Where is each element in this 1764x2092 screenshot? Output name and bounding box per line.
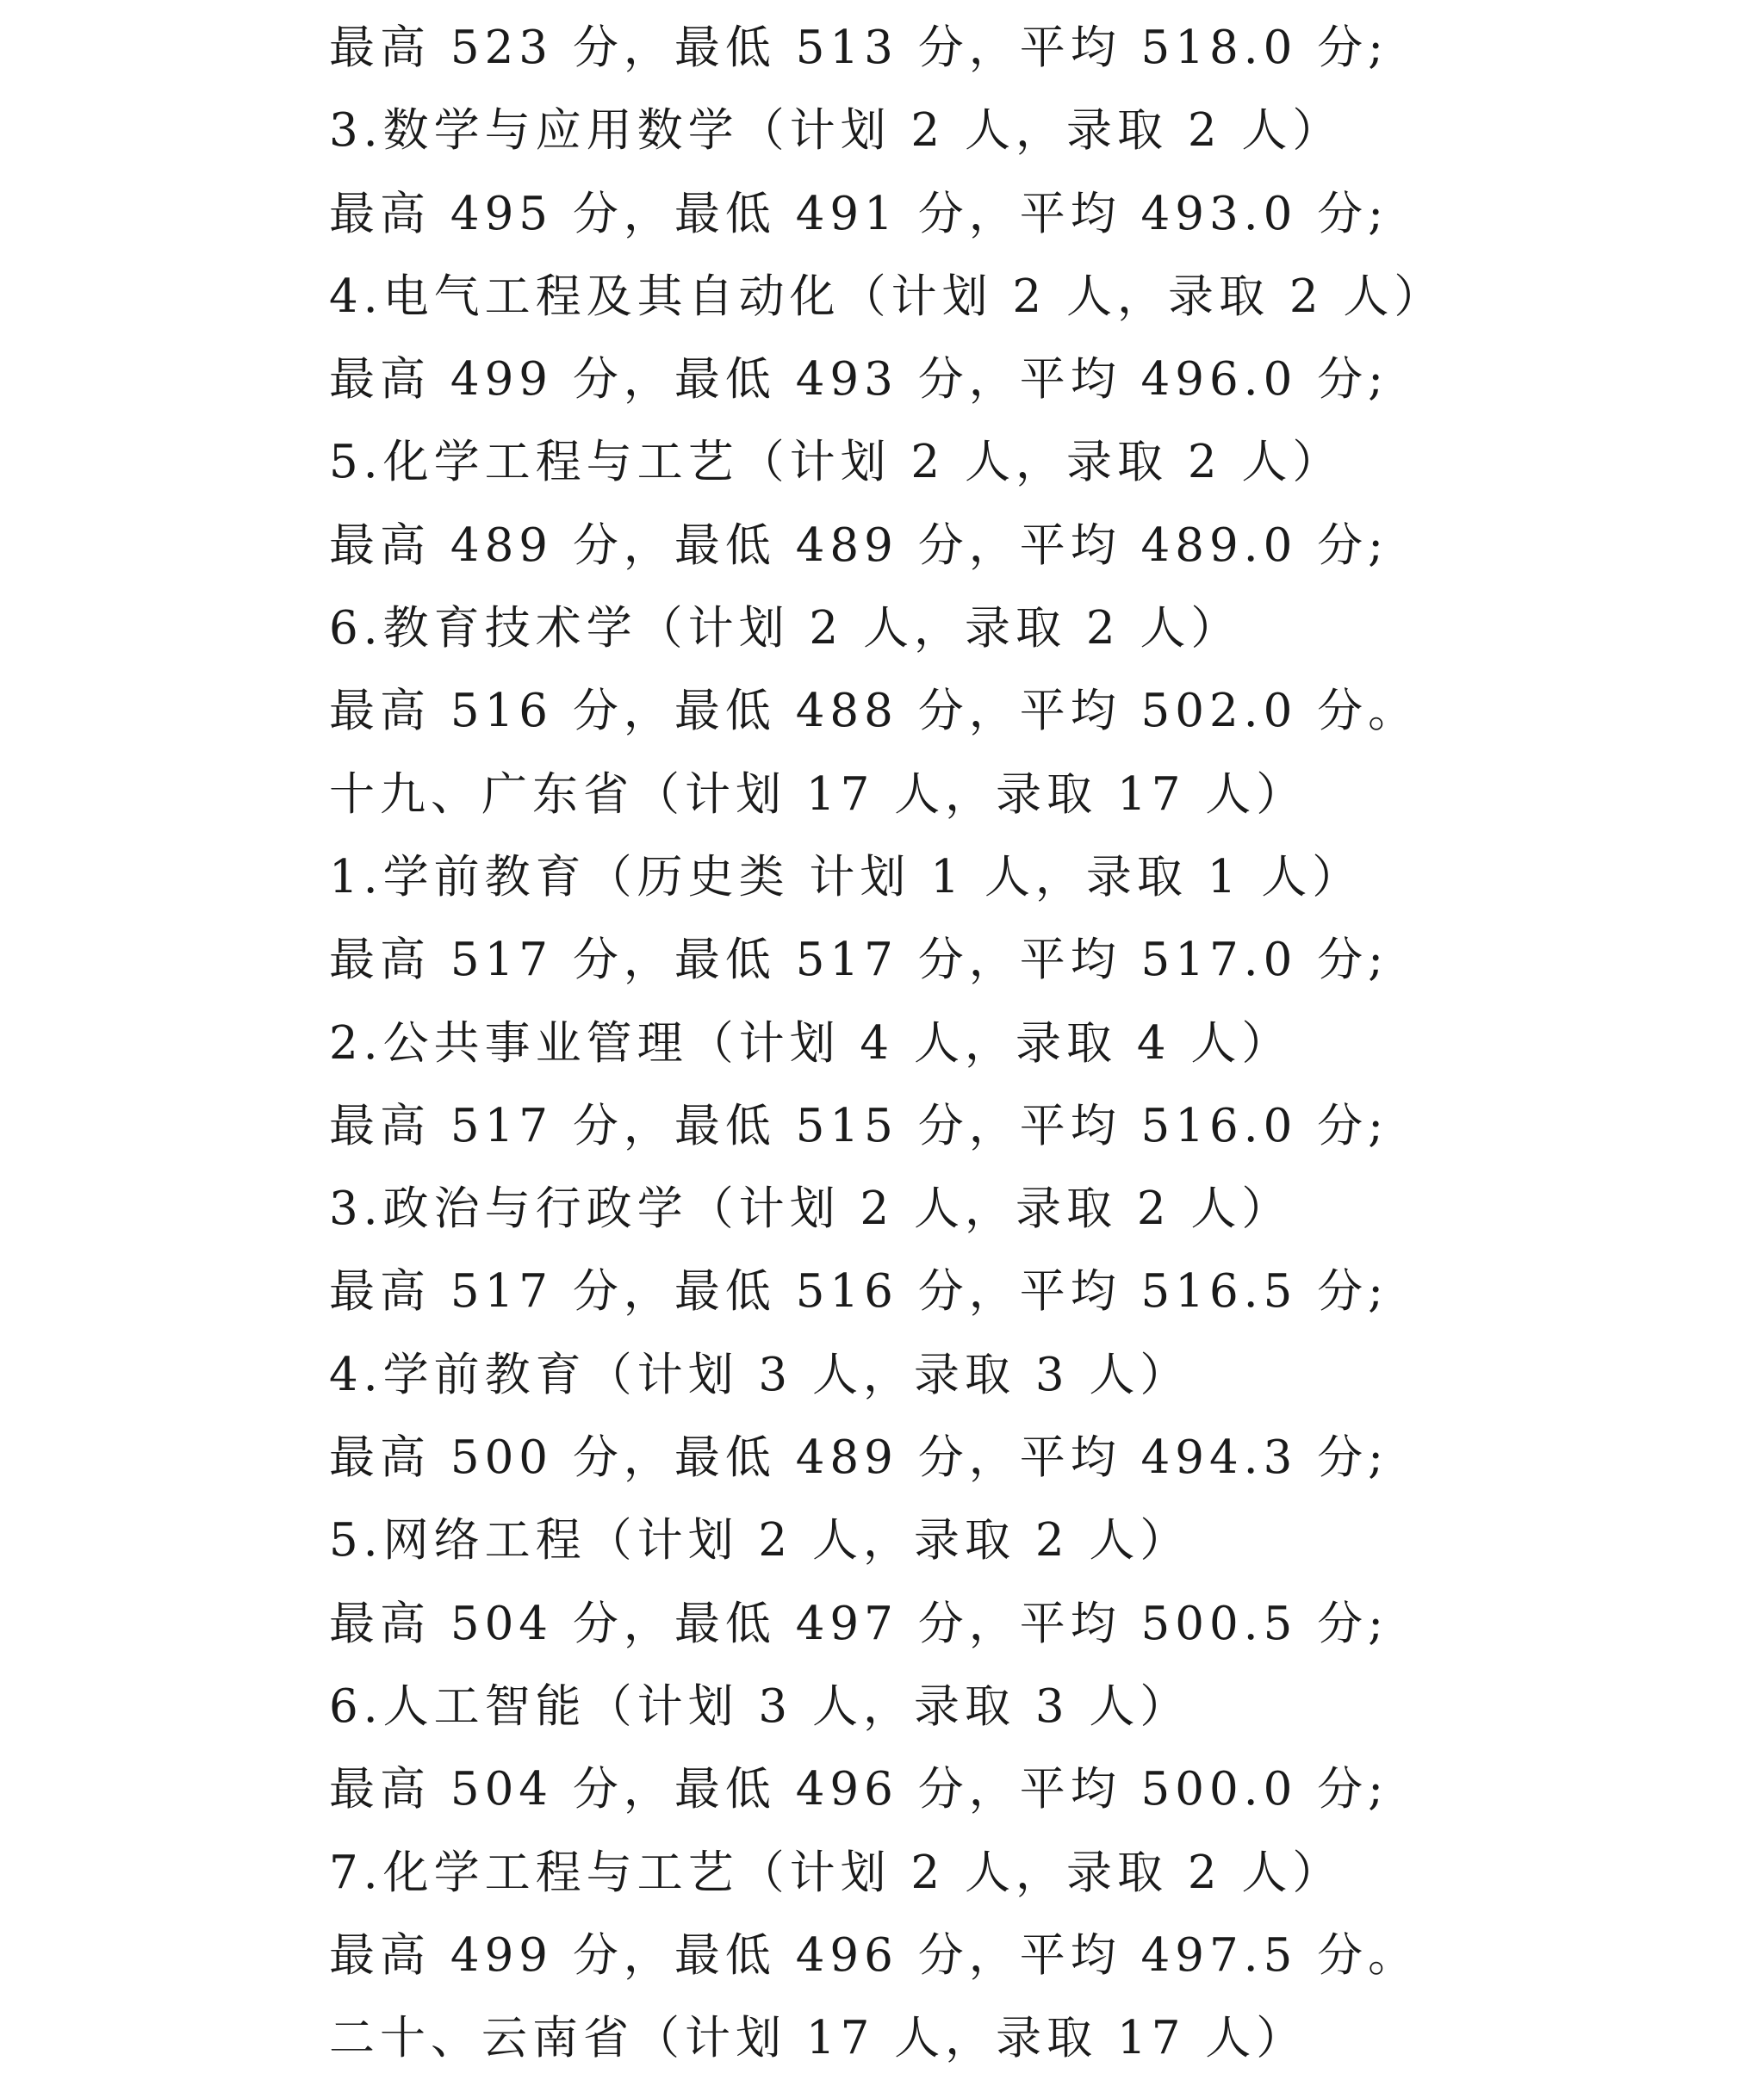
major-heading: 2.公共事业管理（计划 4 人，录取 4 人） (329, 1016, 1293, 1070)
province-heading: 二十、云南省（计划 17 人，录取 17 人） (329, 2012, 1307, 2065)
score-line: 最高 523 分，最低 513 分，平均 518.0 分; (329, 22, 1388, 74)
score-line: 最高 516 分，最低 488 分，平均 502.0 分。 (329, 685, 1419, 738)
major-heading: 1.学前教育（历史类 计划 1 人，录取 1 人） (329, 850, 1363, 903)
major-heading: 6.人工智能（计划 3 人，录取 3 人） (329, 1679, 1191, 1733)
score-line: 最高 517 分，最低 517 分，平均 517.0 分; (329, 934, 1388, 987)
major-heading: 7.化学工程与工艺（计划 2 人，录取 2 人） (329, 1846, 1344, 1899)
score-line: 最高 499 分，最低 496 分，平均 497.5 分。 (329, 1928, 1419, 1982)
score-line: 最高 517 分，最低 516 分，平均 516.5 分; (329, 1265, 1388, 1319)
score-line: 最高 517 分，最低 515 分，平均 516.0 分; (329, 1099, 1388, 1152)
major-heading: 3.数学与应用数学（计划 2 人，录取 2 人） (329, 104, 1344, 158)
major-heading: 5.网络工程（计划 2 人，录取 2 人） (329, 1514, 1191, 1567)
score-line: 最高 504 分，最低 496 分，平均 500.0 分; (329, 1763, 1388, 1816)
major-heading: 4.电气工程及其自动化（计划 2 人，录取 2 人） (329, 270, 1445, 323)
major-heading: 5.化学工程与工艺（计划 2 人，录取 2 人） (329, 436, 1344, 489)
document-body (329, 19, 1444, 2092)
major-heading: 6.教育技术学（计划 2 人，录取 2 人） (329, 602, 1242, 655)
score-line: 最高 500 分，最低 489 分，平均 494.3 分; (329, 1431, 1388, 1485)
major-heading: 3.政治与行政学（计划 2 人，录取 2 人） (329, 1183, 1293, 1236)
score-line: 最高 499 分，最低 493 分，平均 496.0 分; (329, 353, 1388, 407)
score-line: 最高 495 分，最低 491 分，平均 493.0 分; (329, 187, 1388, 240)
province-heading: 十九、广东省（计划 17 人，录取 17 人） (329, 767, 1307, 821)
score-line: 最高 504 分，最低 497 分，平均 500.5 分; (329, 1597, 1388, 1650)
major-heading: 4.学前教育（计划 3 人，录取 3 人） (329, 1348, 1191, 1401)
score-line: 最高 489 分，最低 489 分，平均 489.0 分; (329, 518, 1388, 572)
